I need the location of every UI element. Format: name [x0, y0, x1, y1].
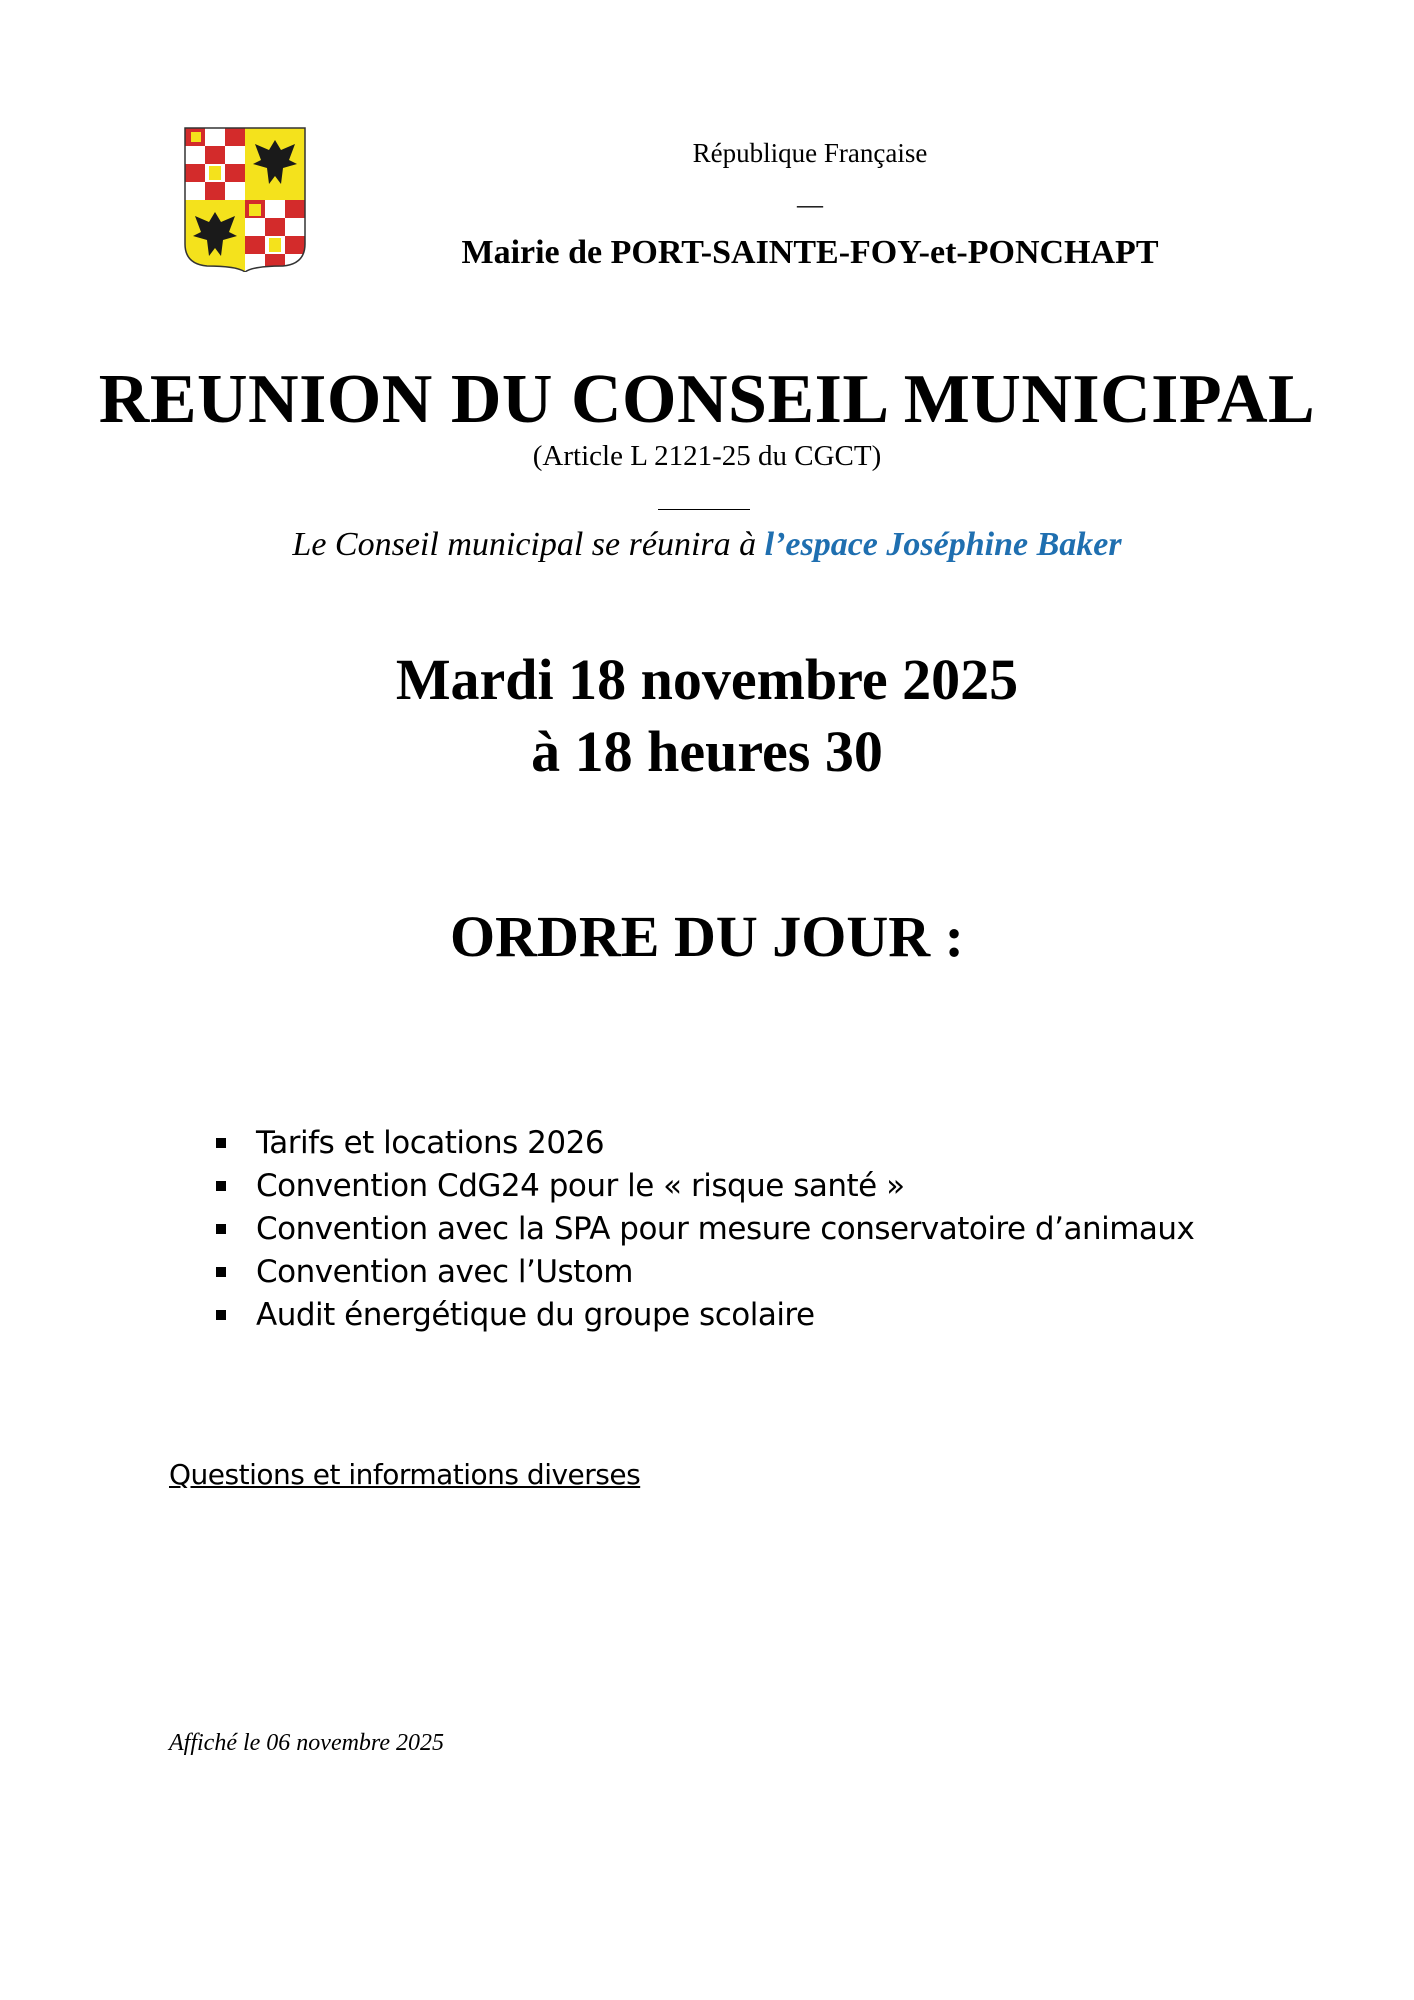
agenda-item — [210, 1208, 1194, 1251]
page-title: REUNION DU CONSEIL MUNICIPAL — [98, 361, 1316, 438]
meeting-date — [0, 644, 1414, 788]
agenda-item-text: Tarifs et locations 2026 — [256, 1125, 605, 1161]
coat-of-arms-logo — [183, 126, 307, 272]
article-reference: (Article L 2121-25 du CGCT) — [532, 440, 882, 472]
location-place: l’espace Joséphine Baker — [764, 526, 1122, 563]
agenda-list — [210, 1122, 1194, 1337]
republic-label: République Française — [692, 138, 928, 168]
posted-date: Affiché le 06 novembre 2025 — [169, 1730, 445, 1756]
bullet-icon — [216, 1181, 226, 1191]
bullet-icon — [216, 1310, 226, 1320]
bullet-icon — [216, 1138, 226, 1148]
meeting-date-time: à 18 heures 30 — [531, 719, 883, 784]
title-divider — [658, 509, 750, 510]
agenda-heading: ORDRE DU JOUR : — [450, 904, 964, 969]
header-separator: — — [797, 190, 823, 219]
agenda-item — [210, 1165, 1194, 1208]
agenda-item — [210, 1122, 1194, 1165]
meeting-location — [0, 526, 1414, 564]
bullet-icon — [216, 1224, 226, 1234]
questions-heading: Questions et informations diverses — [169, 1458, 641, 1491]
meeting-date-day: Mardi 18 novembre 2025 — [395, 647, 1019, 712]
agenda-item-text: Convention avec la SPA pour mesure conservatoire d’animaux — [256, 1211, 1195, 1247]
bullet-icon — [216, 1267, 226, 1277]
mairie-name: Mairie de PORT-SAINTE-FOY-et-PONCHAPT — [461, 234, 1159, 271]
agenda-item — [210, 1294, 1194, 1337]
agenda-item — [210, 1251, 1194, 1294]
agenda-item-text: Audit énergétique du groupe scolaire — [256, 1297, 815, 1333]
agenda-item-text: Convention avec l’Ustom — [256, 1254, 633, 1290]
location-prefix: Le Conseil municipal se réunira à — [292, 526, 765, 563]
agenda-item-text: Convention CdG24 pour le « risque santé » — [256, 1168, 905, 1204]
